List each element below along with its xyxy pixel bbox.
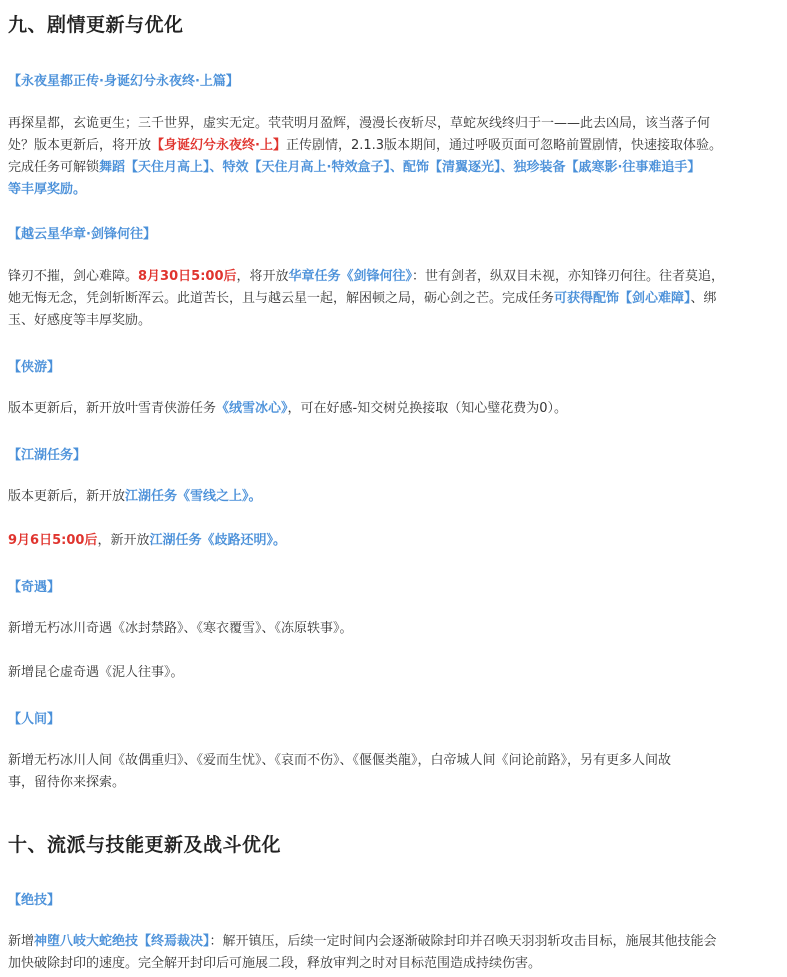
- reward-highlight: 可获得配饰【剑心难障】: [554, 291, 691, 306]
- text: ，新开放: [97, 533, 150, 548]
- text: 锋刃不摧，剑心难障。: [8, 269, 139, 284]
- text: 新增: [8, 934, 35, 949]
- paragraph-line: [8, 486, 780, 508]
- text: ：解开镇压，后续一定时间内会逐渐破除封印并召唤天羽羽斩攻击目标，施展其他技能会: [209, 934, 717, 949]
- paragraph-line: [8, 772, 780, 794]
- paragraph-line: [8, 750, 780, 772]
- text: ：世有剑者，纵双目未视，亦知锋刃何往。往者莫追，: [412, 269, 725, 284]
- text: 事，留待你来探索。: [8, 775, 126, 790]
- quest-highlight: 江湖任务《雪线之上》。: [125, 489, 262, 504]
- quest-highlight: 《绒雪冰心》: [216, 401, 288, 416]
- subheading-qiyu: 【奇遇】: [8, 580, 61, 595]
- skill-highlight: 神堕八岐大蛇绝技【终焉裁决】: [34, 934, 210, 949]
- paragraph-renjian: [8, 750, 780, 794]
- date-highlight: 8月30日5:00后: [138, 269, 237, 284]
- text: ，将开放: [236, 269, 289, 284]
- paragraph-line: [8, 157, 780, 179]
- paragraph-line: [8, 113, 780, 135]
- paragraph-line: [8, 662, 780, 684]
- paragraph-xiayou: [8, 398, 780, 420]
- subheading-yueyun: 【越云星华章·剑锋何往】: [8, 227, 156, 242]
- text: 新增无朽冰川奇遇《冰封禁路》、《寒衣覆雪》、《冻原轶事》。: [8, 621, 353, 636]
- text: 版本更新后，新开放叶雪青侠游任务: [8, 401, 217, 416]
- paragraph-line: [8, 179, 780, 201]
- paragraph-line: [8, 266, 780, 288]
- date-highlight: 9月6日5:00后: [8, 533, 98, 548]
- paragraph-line: [8, 135, 780, 157]
- paragraph-jianghu-1: [8, 486, 780, 508]
- subheading-jueji: 【绝技】: [8, 893, 61, 908]
- text: 她无悔无念，凭剑斩断浑云。此道苦长，且与越云星一起，解困顿之局，砺心剑之芒。完成任务: [8, 291, 555, 306]
- paragraph-jueji: [8, 931, 780, 975]
- text: 新增昆仑虚奇遇《泥人往事》。: [8, 665, 184, 680]
- quest-highlight: 华章任务《剑锋何往》: [288, 269, 413, 284]
- text: 玉、好感度等丰厚奖励。: [8, 313, 152, 328]
- text: 加快破除封印的速度。完全解开封印后可施展二段，释放审判之时对目标范围造成持续伤害。: [8, 956, 542, 971]
- quest-highlight: 江湖任务《歧路还明》。: [149, 533, 286, 548]
- text: 再探星都，玄诡更生；三千世界，虚实无定。茕茕明月盈辉，漫漫长夜斩尽，草蛇灰线终归于一——此去凶局，该当落子何: [8, 116, 711, 131]
- paragraph-line: [8, 953, 780, 975]
- paragraph-line: [8, 931, 780, 953]
- paragraph-line: [8, 398, 780, 420]
- reward-highlight: 等丰厚奖励。: [8, 182, 87, 197]
- subheading-yongye: 【永夜星都正传·身诞幻兮永夜终·上篇】: [8, 74, 239, 89]
- subheading-xiayou: 【侠游】: [8, 360, 61, 375]
- section-10-title: 十、流派与技能更新及战斗优化: [8, 834, 282, 856]
- text: 新增无朽冰川人间《故偶重归》、《爱而生忧》、《哀而不伤》、《偃偃类龍》，白帝城人间《问论前路》，另有更多人间故: [8, 753, 672, 768]
- paragraph-qiyu-1: [8, 618, 780, 640]
- text: 处？版本更新后，将开放: [8, 138, 152, 153]
- subheading-renjian: 【人间】: [8, 712, 61, 727]
- paragraph-line: [8, 530, 780, 552]
- text: ，可在好感-知交树兑换接取（知心璧花费为0）。: [287, 401, 567, 416]
- paragraph-qiyu-2: [8, 662, 780, 684]
- text: 版本更新后，新开放: [8, 489, 126, 504]
- paragraph-yongye: [8, 113, 780, 201]
- paragraph-jianghu-2: [8, 530, 780, 552]
- paragraph-line: [8, 618, 780, 640]
- paragraph-yueyun: [8, 266, 780, 332]
- text: 、绑: [690, 291, 717, 306]
- story-highlight: 【身诞幻兮永夜终·上】: [151, 138, 286, 153]
- reward-highlight: 舞蹈【天住月高上】、特效【天住月高上·特效盒子】、配饰【清翼逐光】、独珍装备【戚寒影·往事难追手】: [99, 160, 701, 175]
- subheading-jianghu: 【江湖任务】: [8, 448, 87, 463]
- section-9-title: 九、剧情更新与优化: [8, 14, 184, 36]
- paragraph-line: [8, 288, 780, 310]
- paragraph-line: [8, 310, 780, 332]
- text: 正传剧情，2.1.3版本期间，通过呼吸页面可忽略前置剧情，快速接取体验。: [285, 138, 723, 153]
- text: 完成任务可解锁: [8, 160, 100, 175]
